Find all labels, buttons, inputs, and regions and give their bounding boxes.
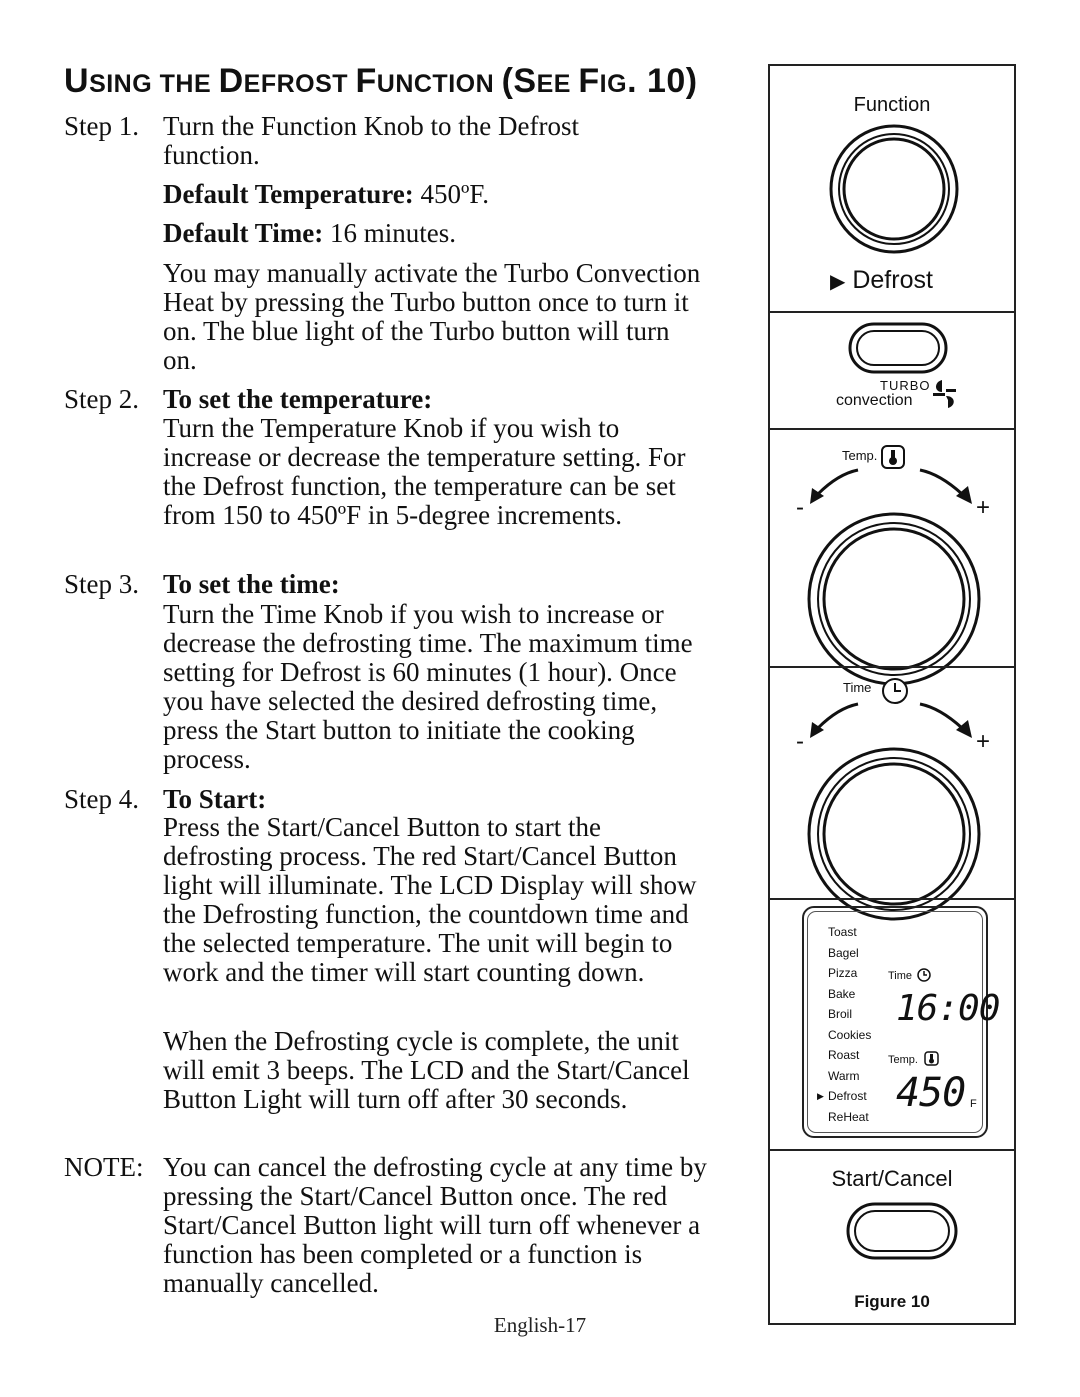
turbo-note: You may manually activate the Turbo Convection Heat by pressing the Turbo button once to turn it on. The blue light of the Turbo button will turn on.: [163, 258, 701, 375]
step3-label: Step 3.: [64, 569, 140, 599]
lcd-time-value: 16:00: [896, 988, 1000, 1029]
lcd-clock-icon: [916, 967, 932, 983]
control-panel-figure: [768, 64, 1016, 1325]
step3-title: To set the time:: [163, 569, 340, 599]
time-adjust-arrows: [790, 688, 1000, 748]
lcd-thermometer-icon: [924, 1051, 940, 1067]
time-plus-icon: +: [976, 728, 991, 755]
complete-text: When the Defrosting cycle is complete, the unit will emit 3 beeps. The LCD and the Start/Cancel Button Light will turn off after 30 seconds.: [163, 1026, 690, 1114]
temp-plus-icon: +: [976, 494, 991, 521]
step2-text: Turn the Temperature Knob if you wish to increase or decrease the temperature setting. For the Defrost function, the temperature can be set from 150 to 450ºF in 5-degree increments.: [163, 413, 686, 530]
lcd-display: [802, 906, 1000, 1138]
lcd-function-item: Roast: [828, 1048, 860, 1062]
temp-label: Temp.: [842, 448, 878, 463]
lcd-function-item: Bagel: [828, 945, 859, 960]
lcd-function-item: Bake: [828, 986, 856, 1001]
lcd-function-item: Pizza: [828, 966, 858, 980]
section-heading: USING THE DEFROST FUNCTION (SEE FIG. 10): [64, 62, 698, 100]
note-label: NOTE:: [64, 1152, 144, 1182]
convection-logo-word: convection: [836, 392, 913, 409]
divider: [770, 428, 1014, 430]
selected-function-indicator: ▶ Defrost: [830, 266, 933, 294]
divider: [770, 898, 1014, 900]
time-knob[interactable]: [807, 747, 981, 921]
lcd-function-item: Cookies: [828, 1027, 872, 1042]
note-text: You can cancel the defrosting cycle at any time by pressing the Start/Cancel Button once. The red Start/Cancel Button light will turn off whenever a function has been completed or a function is manually cancelled.: [163, 1152, 707, 1298]
step1-label: Step 1.: [64, 111, 140, 141]
lcd-function-item: Toast: [828, 925, 857, 939]
step2-title: To set the temperature:: [163, 384, 433, 414]
step4-title: To Start:: [163, 784, 267, 814]
lcd-temp-value: 450: [896, 1070, 966, 1116]
lcd-function-item: ReHeat: [828, 1109, 869, 1124]
time-label: Time: [843, 680, 872, 695]
lcd-function-item: ▶ Defrost: [828, 1086, 871, 1107]
temp-adjust-arrows: [790, 454, 1000, 514]
lcd-function-item: Broil: [828, 1007, 853, 1021]
default-time: Default Time: 16 minutes.: [163, 218, 456, 248]
temperature-knob[interactable]: [807, 512, 981, 686]
time-minus-icon: -: [796, 728, 804, 755]
step4-text: Press the Start/Cancel Button to start the defrosting process. The red Start/Cancel Button light will illuminate. The LCD Display will show the Defrosting function, the countdown time and the selected temperature. The unit will begin to work and the timer will start counting down.: [163, 812, 697, 987]
page-footer: English-17: [493, 1313, 587, 1337]
start-cancel-label: Start/Cancel: [831, 1166, 953, 1191]
turbo-logo-word: TURBO: [880, 378, 931, 393]
function-label: Function: [853, 94, 931, 116]
function-knob[interactable]: [829, 124, 959, 254]
divider: [770, 666, 1014, 668]
temp-minus-icon: -: [796, 494, 804, 521]
lcd-selected-arrow-icon: ▶: [817, 1091, 824, 1101]
lcd-function-list: [817, 922, 872, 1127]
divider: [770, 311, 1014, 313]
divider: [770, 1149, 1014, 1151]
step1-text: Turn the Function Knob to the Defrost function.: [163, 111, 579, 170]
step4-label: Step 4.: [64, 784, 140, 814]
lcd-time-label: Time: [888, 970, 913, 982]
step3-text: Turn the Time Knob if you wish to increase or decrease the defrosting time. The maximum time setting for Defrost is 60 minutes (1 hour). Once you have selected the desired defrosting time, press the Start button to initiate the cooking process.: [163, 599, 693, 774]
lcd-temp-label: Temp.: [888, 1054, 918, 1066]
lcd-function-item: Warm: [828, 1068, 860, 1083]
step2-label: Step 2.: [64, 384, 140, 414]
start-cancel-button[interactable]: [846, 1202, 958, 1260]
fan-icon: [930, 376, 960, 412]
default-temperature: Default Temperature: 450ºF.: [163, 179, 489, 209]
figure-caption: Figure 10: [854, 1292, 930, 1311]
lcd-temp-unit: F: [970, 1098, 977, 1110]
turbo-button[interactable]: [848, 322, 948, 374]
arrow-right-icon: ▶: [830, 271, 846, 293]
